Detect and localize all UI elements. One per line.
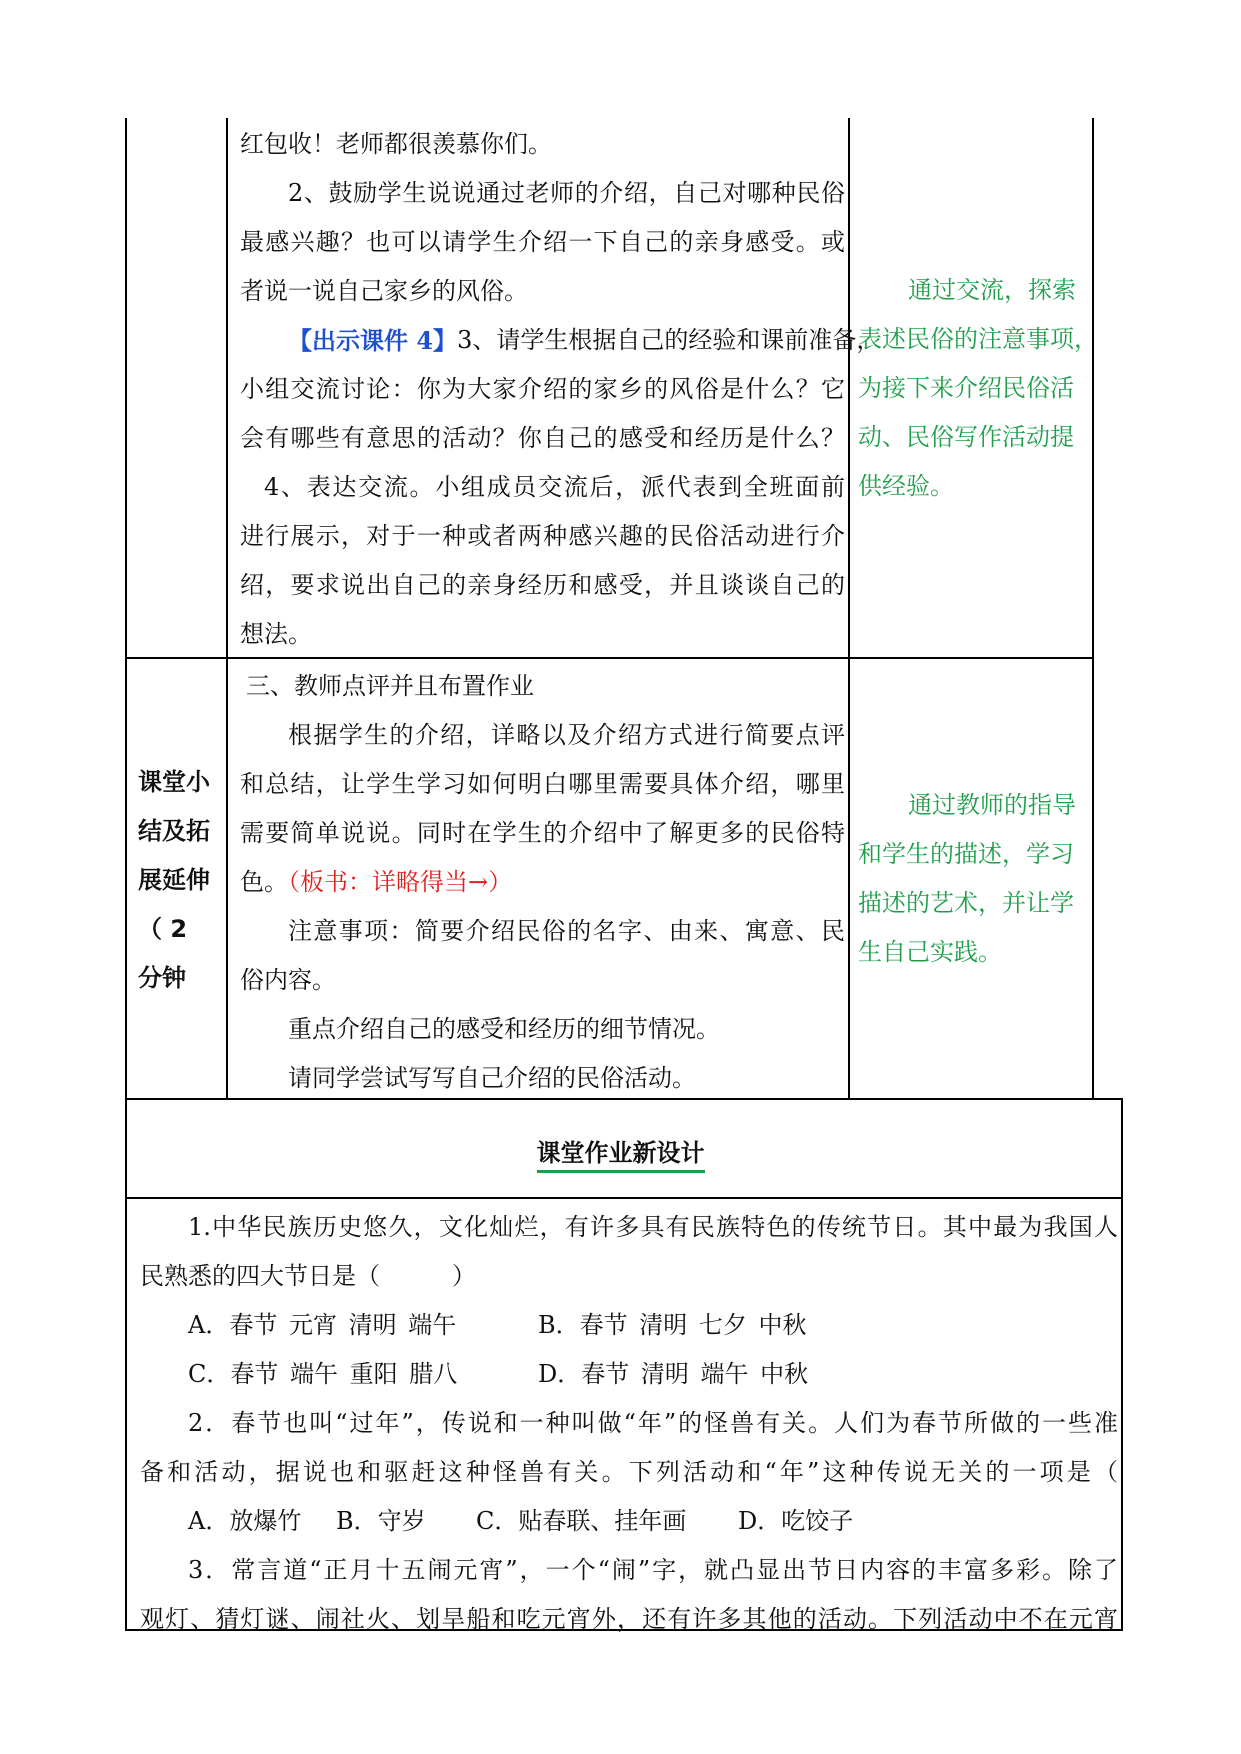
summary-text: 色。 <box>240 868 288 896</box>
activity-text-line: 红包收！老师都很羡慕你们。 <box>240 130 552 158</box>
option-b: B．春节 清明 七夕 中秋 <box>538 1311 807 1339</box>
option-d: D．春节 清明 端午 中秋 <box>538 1360 809 1388</box>
summary-text-line: 注意事项：简要介绍民俗的名字、由来、寓意、民 <box>288 917 845 945</box>
summary-text-line: 和总结，让学生学习如何明白哪里需要具体介绍，哪里 <box>240 770 845 798</box>
summary-text-line <box>240 858 512 907</box>
stage-label-line: 结及拓 <box>138 817 210 845</box>
design-note-line: 通过交流，探索 <box>908 276 1076 304</box>
activity-text-line: 想法。 <box>240 620 312 648</box>
courseware-tag: 【出示课件 4】 <box>288 326 458 355</box>
design-note-line: 表述民俗的注意事项， <box>858 325 1098 353</box>
summary-text-line: 俗内容。 <box>240 966 336 994</box>
table-border-right-upper <box>1092 118 1094 1098</box>
summary-text-line: 根据学生的介绍，详略以及介绍方式进行简要点评 <box>288 721 845 749</box>
activity-text-line: 小组交流讨论：你为大家介绍的家乡的风俗是什么？它 <box>240 375 845 403</box>
design-note-line: 通过教师的指导 <box>908 791 1076 819</box>
question-line: 观灯、猜灯谜、闹社火、划旱船和吃元宵外，还有许多其他的活动。下列活动中不在元宵 <box>140 1605 1118 1633</box>
col-divider-1 <box>226 118 228 1098</box>
question-line: 备和活动，据说也和驱赶这种怪兽有关。下列活动和“年”这种传说无关的一项是（ <box>140 1458 1118 1486</box>
homework-title <box>0 1133 1241 1168</box>
design-note-line: 和学生的描述，学习 <box>858 840 1074 868</box>
option-c: C．贴春联、挂年画 <box>476 1507 687 1535</box>
activity-text-line: 会有哪些有意思的活动？你自己的感受和经历是什么？ <box>240 424 845 452</box>
option-a: A．春节 元宵 清明 端午 <box>188 1311 457 1339</box>
activity-text-line: 4、表达交流。小组成员交流后，派代表到全班面前 <box>264 473 845 501</box>
homework-title-text: 课堂作业新设计 <box>537 1139 705 1173</box>
question-line: 1.中华民族历史悠久，文化灿烂，有许多具有民族特色的传统节日。其中最为我国人 <box>188 1213 1118 1241</box>
activity-text-line: 绍，要求说出自己的亲身经历和感受，并且谈谈自己的 <box>240 571 845 599</box>
design-note-line: 描述的艺术，并让学 <box>858 889 1074 917</box>
col-divider-2 <box>848 118 850 1098</box>
activity-text-line: 者说一说自己家乡的风俗。 <box>240 277 528 305</box>
activity-text-line: 最感兴趣？也可以请学生介绍一下自己的亲身感受。或 <box>240 228 845 256</box>
board-note: （板书：详略得当→） <box>288 868 513 896</box>
activity-text-line: 3、请学生根据自己的经验和课前准备， <box>457 326 881 354</box>
option-c: C．春节 端午 重阳 腊八 <box>188 1360 458 1388</box>
activity-text-line: 进行展示，对于一种或者两种感兴趣的民俗活动进行介 <box>240 522 845 550</box>
option-d: D．吃饺子 <box>738 1507 854 1535</box>
stage-label-line: （ 2 <box>138 915 188 943</box>
stage-label-line: 课堂小 <box>138 768 210 796</box>
section-heading: 三、教师点评并且布置作业 <box>246 672 534 700</box>
option-a: A．放爆竹 <box>188 1507 302 1535</box>
activity-text-line: 2、鼓励学生说说通过老师的介绍，自己对哪种民俗 <box>288 179 845 207</box>
question-line: 民熟悉的四大节日是（ ） <box>140 1262 476 1290</box>
row-divider-3 <box>125 1197 1123 1199</box>
question-line: 2．春节也叫“过年”，传说和一种叫做“年”的怪兽有关。人们为春节所做的一些准 <box>188 1409 1118 1437</box>
summary-text-line: 请同学尝试写写自己介绍的民俗活动。 <box>288 1064 696 1092</box>
option-b: B．守岁 <box>336 1507 426 1535</box>
design-note-line: 生自己实践。 <box>858 938 1002 966</box>
stage-label-line: 展延伸 <box>138 866 210 894</box>
table-border-left <box>125 118 127 1631</box>
question-line: 3．常言道“正月十五闹元宵”，一个“闹”字，就凸显出节日内容的丰富多彩。除了 <box>188 1556 1118 1584</box>
courseware-line <box>288 316 881 365</box>
stage-label-line: 分钟 <box>138 964 186 992</box>
summary-text-line: 需要简单说说。同时在学生的介绍中了解更多的民俗特 <box>240 819 845 847</box>
summary-text-line: 重点介绍自己的感受和经历的细节情况。 <box>288 1015 720 1043</box>
table-border-right-lower <box>1121 1098 1123 1631</box>
design-note-line: 为接下来介绍民俗活 <box>858 374 1074 402</box>
design-note-line: 供经验。 <box>858 472 954 500</box>
design-note-line: 动、民俗写作活动提 <box>858 423 1074 451</box>
